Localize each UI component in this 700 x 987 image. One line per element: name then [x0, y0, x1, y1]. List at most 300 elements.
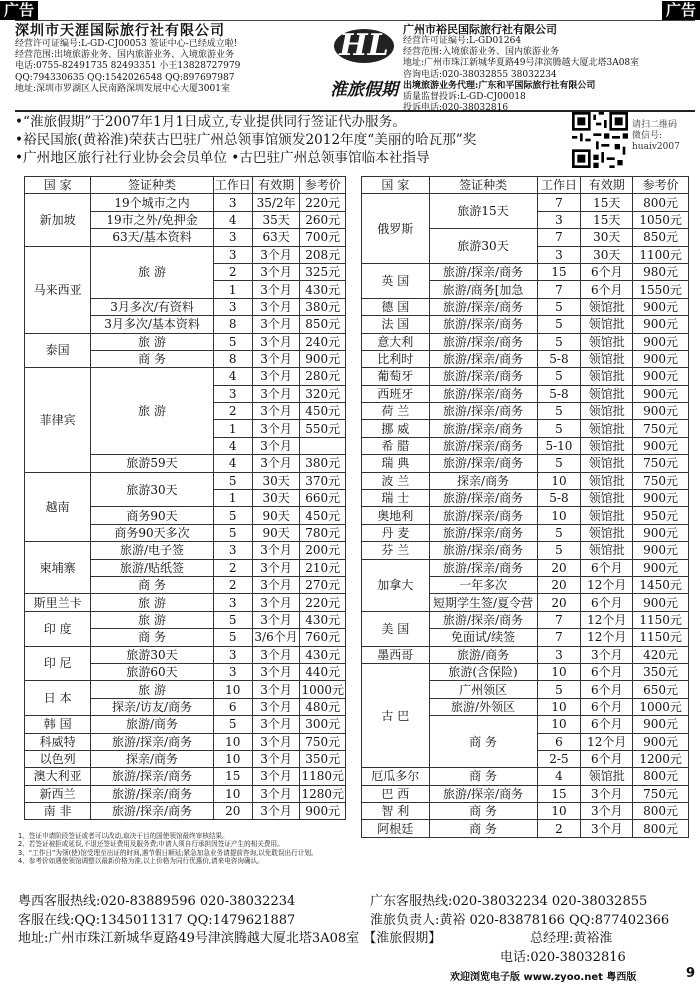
validity-cell: 6个月: [581, 281, 633, 298]
workdays-cell: 3: [213, 229, 252, 246]
country-cell: 澳大利亚: [25, 768, 91, 785]
header-left-line: QQ:794330635 QQ:1542026548 QQ:897697987: [15, 72, 235, 83]
price-cell: 220元: [300, 594, 346, 611]
price-cell: 900元: [633, 368, 689, 385]
table-row: [25, 246, 346, 263]
table-row: [362, 524, 689, 541]
visa-type-cell: 旅游/商务[加急: [429, 281, 537, 298]
workdays-cell: 5: [213, 507, 252, 524]
validity-cell: 63天: [252, 229, 300, 246]
table-row: [362, 385, 689, 402]
online-service: 客服在线:QQ:1345011317 QQ:1479621887: [18, 912, 296, 928]
visa-type-cell: 旅游/探亲/商务: [91, 785, 213, 802]
country-cell: 以色列: [25, 750, 91, 767]
price-cell: 900元: [633, 542, 689, 559]
price-cell: 780元: [300, 524, 346, 541]
footer-contacts: [18, 893, 694, 967]
header: [15, 20, 695, 112]
workdays-cell: 15: [213, 768, 252, 785]
visa-type-cell: 旅游/商务: [429, 646, 537, 663]
manager-contact: 淮旅负责人:黄裕 020-83878166 QQ:877402366: [370, 912, 670, 928]
workdays-cell: 7: [537, 629, 581, 646]
table-header-row: [362, 177, 689, 194]
notes: [18, 832, 694, 865]
column-header: 签证种类: [91, 177, 213, 194]
country-cell: 瑞 士: [362, 490, 430, 507]
header-right-line: 地址:广州市珠江新城华夏路49号津滨腾越大厦北塔3A08室: [403, 58, 640, 69]
validity-cell: 领馆批: [581, 385, 633, 402]
price-cell: 1150元: [633, 629, 689, 646]
header-left-line: 电话:0755-82491735 82493351 小王13828727979: [15, 61, 241, 72]
table-row: [362, 368, 689, 385]
visa-table-left: [24, 176, 346, 820]
validity-cell: 3个月: [252, 681, 300, 698]
table-row: [362, 490, 689, 507]
visa-type-cell: 旅游30天: [429, 229, 537, 264]
note-line: 3、“工作日”为领(使)馆受理至出证的时间,遇节假日顺延;紧急加急业务请提前咨询,以免耽误出行计划。: [18, 848, 318, 857]
workdays-cell: 3: [537, 646, 581, 663]
validity-cell: 30天: [252, 490, 300, 507]
price-cell: 900元: [633, 716, 689, 733]
visa-type-cell: 旅游/探亲/商务: [429, 611, 537, 628]
validity-cell: 3个月: [252, 559, 300, 576]
table-row: [362, 194, 689, 211]
validity-cell: 90天: [252, 524, 300, 541]
table-row: [25, 194, 346, 211]
validity-cell: 15天: [581, 194, 633, 211]
price-cell: 1000元: [301, 682, 344, 697]
visa-type-cell: 19市之外/免押金: [91, 211, 213, 228]
table-row: [25, 750, 346, 767]
qr-caption-line: huaiv2007: [632, 142, 680, 152]
price-cell: 800元: [633, 768, 689, 785]
price-cell: 430元: [300, 281, 346, 298]
header-right-line: 经营许可证编号:L-GD01264: [403, 36, 522, 46]
visa-type-cell: 旅游59天: [91, 455, 213, 472]
visa-type-cell: 旅游15天: [429, 194, 537, 229]
workdays-cell: 5-8: [537, 385, 581, 402]
country-cell: 南 非: [25, 803, 91, 820]
ad-tag-left: 广告: [0, 1, 38, 20]
validity-cell: 3个月: [252, 455, 300, 472]
price-cell: 350元: [633, 663, 689, 680]
validity-cell: 3个月: [581, 820, 633, 837]
visa-type-cell: 旅 游: [91, 246, 213, 298]
workdays-cell: 10: [213, 750, 252, 767]
price-cell: 1280元: [301, 786, 344, 801]
visa-type-cell: 商 务: [91, 629, 213, 646]
price-cell: 430元: [300, 646, 346, 663]
country-cell: 韩 国: [25, 716, 91, 733]
validity-cell: 领馆批: [581, 333, 633, 350]
validity-cell: 领馆批: [581, 368, 633, 385]
visa-type-cell: 商 务: [429, 820, 537, 837]
qr-code-icon: [572, 112, 628, 168]
price-cell: 800元: [633, 803, 689, 820]
table-row: [362, 663, 689, 680]
validity-cell: 6个月: [581, 681, 633, 698]
header-left-line: 地址:深圳市罗湖区人民南路深圳发展中心大厦3001室: [15, 83, 230, 94]
bottom-strip: [450, 968, 695, 983]
workdays-cell: 2: [213, 263, 252, 280]
price-cell: 900元: [633, 594, 689, 611]
country-cell: 比利时: [362, 350, 430, 367]
table-row: [25, 803, 346, 820]
price-cell: 660元: [300, 490, 346, 507]
table-row: [362, 263, 689, 280]
table-row: [25, 611, 346, 628]
workdays-cell: 1: [213, 420, 252, 437]
workdays-cell: 7: [537, 281, 581, 298]
country-cell: 意大利: [362, 333, 430, 350]
table-row: [25, 333, 346, 350]
validity-cell: 领馆批: [581, 350, 633, 367]
validity-cell: 领馆批: [581, 403, 633, 420]
validity-cell: 领馆批: [581, 524, 633, 541]
validity-cell: 15天: [581, 211, 633, 228]
price-cell: 270元: [300, 576, 346, 593]
price-cell: 900元: [633, 559, 689, 576]
workdays-cell: 3: [213, 385, 252, 402]
visa-type-cell: 旅游/探亲/商务: [429, 368, 537, 385]
visa-type-cell: 旅游/贴纸签: [91, 559, 213, 576]
price-cell: 300元: [300, 716, 346, 733]
validity-cell: 3个月: [581, 785, 633, 802]
workdays-cell: 5-10: [537, 437, 581, 454]
country-cell: 古 巴: [362, 663, 430, 767]
visa-type-cell: 商务90天多次: [91, 524, 213, 541]
validity-cell: 3个月: [252, 298, 300, 315]
workdays-cell: 8: [213, 350, 252, 367]
header-right-line: 出境旅游业务代理:广东和平国际旅行社有限公司: [403, 80, 596, 91]
visa-type-cell: 旅 游: [91, 368, 213, 455]
validity-cell: 领馆批: [581, 507, 633, 524]
validity-cell: 3个月: [581, 646, 633, 663]
price-cell: 450元: [300, 507, 346, 524]
visa-type-cell: 旅游30天: [91, 646, 213, 663]
workdays-cell: 5: [537, 524, 581, 541]
table-row: [362, 420, 689, 437]
price-cell: 240元: [300, 333, 346, 350]
workdays-cell: 10: [537, 507, 581, 524]
workdays-cell: 2: [213, 576, 252, 593]
qr-caption-line: 微信号:: [632, 131, 663, 141]
price-cell: 900元: [300, 803, 346, 820]
workdays-cell: 1: [213, 281, 252, 298]
visa-type-cell: 商 务: [429, 768, 537, 785]
header-left: [15, 23, 325, 95]
visa-type-cell: 旅游/探亲/商务: [429, 298, 537, 315]
price-cell: 800元: [633, 820, 689, 837]
validity-cell: 3个月: [252, 316, 300, 333]
country-cell: 巴 西: [362, 785, 430, 802]
validity-cell: 6个月: [581, 698, 633, 715]
visa-type-cell: 旅游/探亲/商务: [429, 333, 537, 350]
visa-type-cell: 3月多次/有资料: [91, 298, 213, 315]
workdays-cell: 5-8: [537, 490, 581, 507]
workdays-cell: 20: [537, 559, 581, 576]
validity-cell: 3个月: [252, 594, 300, 611]
workdays-cell: 3: [213, 594, 252, 611]
price-cell: 900元: [633, 298, 689, 315]
workdays-cell: 5: [213, 629, 252, 646]
visa-type-cell: 旅 游: [91, 611, 213, 628]
price-cell: 850元: [300, 316, 346, 333]
column-header: 签证种类: [429, 177, 537, 194]
price-cell: 900元: [633, 333, 689, 350]
validity-cell: 12个月: [581, 611, 633, 628]
note-line: 1、签证申请阶段签证或者可以改动,取决于目的国使领馆最终审核结果。: [18, 832, 229, 840]
visa-type-cell: 旅游/探亲/商务: [429, 455, 537, 472]
visa-type-cell: 商务90天: [91, 507, 213, 524]
visa-type-cell: 探亲/商务: [429, 472, 537, 489]
table-row: [362, 403, 689, 420]
price-cell: 1180元: [301, 769, 344, 784]
workdays-cell: 2-5: [537, 750, 581, 767]
validity-cell: 30天: [581, 229, 633, 246]
price-cell: 420元: [633, 646, 689, 663]
workdays-cell: 20: [213, 803, 252, 820]
visa-type-cell: 旅游30天: [91, 472, 213, 507]
workdays-cell: 6: [213, 698, 252, 715]
validity-cell: 3个月: [252, 281, 300, 298]
workdays-cell: 10: [537, 803, 581, 820]
address: 地址:广州市珠江新城华夏路49号津滨腾越大厦北塔3A08室 【淮旅假期】: [18, 931, 442, 946]
visa-type-cell: 63天/基本资料: [91, 229, 213, 246]
workdays-cell: 10: [213, 733, 252, 750]
visa-type-cell: 商 务: [91, 576, 213, 593]
workdays-cell: 20: [537, 594, 581, 611]
price-cell: 1000元: [633, 698, 689, 715]
table-row: [362, 559, 689, 576]
visa-type-cell: 旅游/探亲/商务: [91, 803, 213, 820]
price-cell: 1100元: [633, 246, 689, 263]
validity-cell: 3个月: [252, 698, 300, 715]
visa-type-cell: 3月多次/基本资料: [91, 316, 213, 333]
validity-cell: 领馆批: [581, 542, 633, 559]
price-cell: 550元: [300, 420, 346, 437]
validity-cell: 3个月: [252, 246, 300, 263]
price-cell: 220元: [300, 194, 346, 211]
announcement-line: •裕民国旅(黄裕淮)荣获古巴驻广州总领事馆颁发2012年度“美丽的哈瓦那”奖: [15, 132, 477, 148]
visa-type-cell: 旅游/探亲/商务: [429, 403, 537, 420]
country-cell: 英 国: [362, 263, 430, 298]
validity-cell: 3个月: [252, 611, 300, 628]
price-cell: 900元: [633, 316, 689, 333]
visa-type-cell: 免面试/续签: [429, 629, 537, 646]
validity-cell: 3个月: [252, 385, 300, 402]
visa-type-cell: 19个城市之内: [91, 194, 213, 211]
announcement-line: •“淮旅假期”于2007年1月1日成立,专业提供同行签证代办服务。: [15, 114, 406, 130]
workdays-cell: 5: [213, 524, 252, 541]
site-credit: 欢迎浏览电子版 www.zyoo.net 粤西版: [450, 972, 637, 983]
validity-cell: 35天: [252, 211, 300, 228]
visa-type-cell: 一年多次: [429, 576, 537, 593]
visa-type-cell: 旅游/商务: [91, 716, 213, 733]
visa-type-cell: 旅游/探亲/商务: [429, 490, 537, 507]
workdays-cell: 20: [537, 576, 581, 593]
workdays-cell: 5: [537, 333, 581, 350]
logo-brand: 淮旅假期: [330, 80, 398, 100]
company-title-right: 广州市裕民国际旅行社有限公司: [403, 23, 557, 36]
price-cell: 900元: [633, 437, 689, 454]
workdays-cell: 10: [213, 785, 252, 802]
price-cell: 208元: [300, 246, 346, 263]
validity-cell: 3个月: [252, 716, 300, 733]
workdays-cell: 5: [537, 542, 581, 559]
validity-cell: 3个月: [581, 803, 633, 820]
price-cell: 900元: [633, 385, 689, 402]
workdays-cell: 2: [213, 403, 252, 420]
table-row: [25, 542, 346, 559]
visa-type-cell: 旅 游: [91, 333, 213, 350]
country-cell: 墨西哥: [362, 646, 430, 663]
country-cell: 芬 兰: [362, 542, 430, 559]
visa-type-cell: 旅游/探亲/商务: [429, 263, 537, 280]
workdays-cell: 5: [537, 455, 581, 472]
country-cell: 美 国: [362, 611, 430, 646]
country-cell: 斯里兰卡: [25, 594, 91, 611]
ad-tag-right: 广告: [662, 1, 700, 20]
price-cell: [300, 437, 346, 454]
country-cell: 丹 麦: [362, 524, 430, 541]
workdays-cell: 10: [537, 472, 581, 489]
table-row: [25, 716, 346, 733]
workdays-cell: 2: [213, 559, 252, 576]
country-cell: 印 度: [25, 611, 91, 646]
validity-cell: 6个月: [581, 263, 633, 280]
visa-type-cell: 旅游/探亲/商务: [429, 507, 537, 524]
workdays-cell: 10: [537, 663, 581, 680]
validity-cell: 6个月: [581, 716, 633, 733]
price-cell: 700元: [300, 229, 346, 246]
country-cell: 智 利: [362, 803, 430, 820]
header-left-line: 经营许可证编号:L-GD-CJ00053 签证中心-已经成立啦!: [15, 39, 238, 49]
price-cell: 980元: [633, 263, 689, 280]
table-row: [25, 785, 346, 802]
table-header-row: [25, 177, 346, 194]
column-header: 参考价: [300, 177, 346, 194]
price-cell: 210元: [300, 559, 346, 576]
price-cell: 900元: [633, 490, 689, 507]
workdays-cell: 7: [537, 229, 581, 246]
announcement-line: •广州地区旅行社行业协会会员单位 •古巴驻广州总领事馆临本社指导: [15, 150, 430, 166]
price-cell: 320元: [300, 385, 346, 402]
qr-caption: [632, 120, 696, 153]
price-cell: 900元: [300, 350, 346, 367]
table-row: [25, 681, 346, 698]
validity-cell: 3个月: [252, 350, 300, 367]
column-header: 工作日: [214, 178, 251, 193]
visa-type-cell: 旅游/外领区: [429, 698, 537, 715]
validity-cell: 3/6个月: [252, 629, 300, 646]
validity-cell: 90天: [252, 507, 300, 524]
header-right: [403, 23, 695, 114]
price-cell: 850元: [633, 229, 689, 246]
visa-type-cell: 旅游/探亲/商务: [429, 437, 537, 454]
country-cell: 德 国: [362, 298, 430, 315]
validity-cell: 3个月: [252, 403, 300, 420]
workdays-cell: 7: [537, 194, 581, 211]
workdays-cell: 10: [213, 681, 252, 698]
price-cell: 370元: [300, 472, 346, 489]
country-cell: 新加坡: [25, 194, 91, 246]
country-cell: 波 兰: [362, 472, 430, 489]
country-cell: 加拿大: [362, 559, 430, 611]
workdays-cell: 4: [213, 437, 252, 454]
country-cell: 越南: [25, 472, 91, 542]
workdays-cell: 5-8: [537, 350, 581, 367]
workdays-cell: 3: [213, 246, 252, 263]
country-cell: 马来西亚: [25, 246, 91, 333]
table-row: [362, 350, 689, 367]
validity-cell: 领馆批: [581, 316, 633, 333]
ad-tag-bar: [0, 0, 700, 20]
workdays-cell: 8: [213, 316, 252, 333]
price-cell: 650元: [633, 681, 689, 698]
validity-cell: 领馆批: [581, 472, 633, 489]
workdays-cell: 3: [213, 663, 252, 680]
workdays-cell: 5: [537, 403, 581, 420]
announcements: [15, 113, 570, 167]
validity-cell: 领馆批: [581, 490, 633, 507]
visa-type-cell: 旅游/探亲/商务: [429, 524, 537, 541]
country-cell: 奥地利: [362, 507, 430, 524]
workdays-cell: 3: [537, 246, 581, 263]
price-cell: 480元: [300, 698, 346, 715]
visa-type-cell: 商 务: [91, 350, 213, 367]
country-cell: 泰国: [25, 333, 91, 368]
country-cell: 挪 威: [362, 420, 430, 437]
header-right-scope: 经营范围:入境旅游业务、国内旅游业务: [403, 47, 560, 58]
country-cell: 荷 兰: [362, 403, 430, 420]
workdays-cell: 1: [213, 490, 252, 507]
hotline-west: 粤西客服热线:020-83889596 020-38032234: [18, 894, 296, 909]
workdays-cell: 5: [213, 472, 252, 489]
price-cell: 1200元: [633, 750, 689, 767]
table-row: [362, 768, 689, 785]
price-cell: 750元: [633, 472, 689, 489]
visa-type-cell: 旅游/探亲/商务: [429, 559, 537, 576]
price-cell: 280元: [300, 368, 346, 385]
validity-cell: 3个月: [252, 420, 300, 437]
visa-type-cell: 旅游(含保险): [429, 663, 537, 680]
visa-type-cell: 旅游/探亲/商务: [429, 420, 537, 437]
country-cell: 希 腊: [362, 437, 430, 454]
table-row: [25, 646, 346, 663]
price-cell: 1550元: [633, 281, 689, 298]
price-cell: 350元: [300, 750, 346, 767]
workdays-cell: 7: [537, 611, 581, 628]
header-right-line: 咨询电话:020-38032855 38032234: [403, 69, 557, 80]
workdays-cell: 4: [213, 455, 252, 472]
country-cell: 葡萄牙: [362, 368, 430, 385]
header-left-line: 经营范围:出境旅游业务、国内旅游业务、入境旅游业务: [15, 50, 235, 61]
table-row: [362, 611, 689, 628]
validity-cell: 3个月: [252, 437, 300, 454]
workdays-cell: 4: [213, 368, 252, 385]
column-header: 国 家: [362, 177, 430, 194]
column-header: 有效期: [581, 177, 633, 194]
country-cell: 瑞 典: [362, 455, 430, 472]
validity-cell: 3个月: [252, 768, 300, 785]
price-cell: 760元: [300, 629, 346, 646]
price-cell: 1150元: [633, 611, 689, 628]
visa-type-cell: 旅 游: [91, 681, 213, 698]
visa-type-cell: 商 务: [429, 716, 537, 768]
visa-type-cell: 旅游/探亲/商务: [429, 385, 537, 402]
general-manager: 总经理:黄裕淮: [530, 931, 613, 946]
